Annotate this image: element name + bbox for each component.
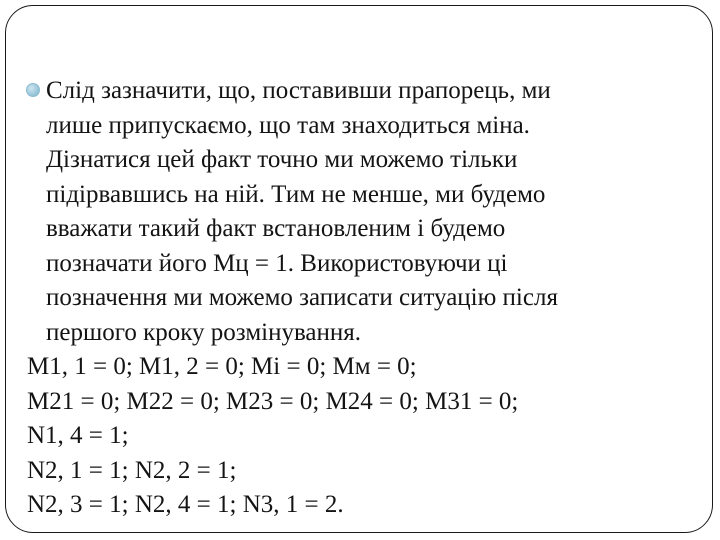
slide-content (27, 74, 697, 523)
paragraph-line: вважати такий факт встановленим і будемо (46, 215, 506, 242)
paragraph-line: позначати його Мц = 1. Використовуючи ці (46, 249, 508, 277)
bullet-icon (26, 83, 40, 97)
equation-line: N1, 4 = 1; (27, 422, 129, 449)
paragraph-line: Дізнатися цей факт точно ми можемо тільки (46, 146, 518, 173)
paragraph-line: лише припускаємо, що там знаходиться міна. (46, 111, 530, 139)
equation-line: N2, 3 = 1; N2, 4 = 1; N3, 1 = 2. (27, 491, 344, 518)
bullet-paragraph (27, 74, 697, 350)
paragraph-line: першого кроку розмінування. (46, 318, 362, 346)
equation-line: N2, 1 = 1; N2, 2 = 1; (27, 456, 237, 484)
paragraph-line: позначення ми можемо записати ситуацію після (46, 284, 558, 311)
equation-line: M21 = 0; M22 = 0; M23 = 0; M24 = 0; M31 = 0; (27, 387, 519, 415)
paragraph-line: підірвавшись на ній. Тим не менше, ми будемо (46, 180, 546, 208)
equation-line: M1, 1 = 0; M1, 2 = 0; Mi = 0; Mм = 0; (27, 353, 417, 380)
paragraph-line: Слід зазначити, що, поставивши прапорець, ми (46, 77, 551, 104)
